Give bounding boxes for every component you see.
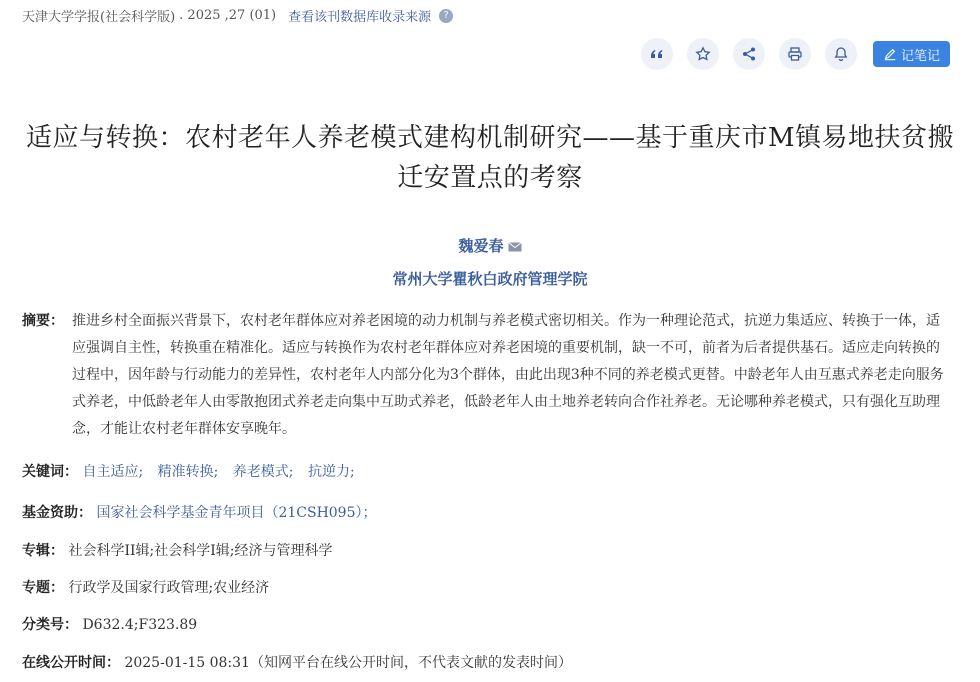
publish-time-value: 2025-01-15 08:31（知网平台在线公开时间，不代表文献的发表时间） xyxy=(124,655,572,671)
journal-issue: . 2025 ,27 (01) xyxy=(179,8,277,23)
question-circle-icon[interactable]: ? xyxy=(439,9,453,23)
keyword-link[interactable]: 养老模式; xyxy=(232,464,294,480)
topic-value: 行政学及国家行政管理;农业经济 xyxy=(68,580,270,596)
abstract-label: 摘要： xyxy=(22,313,64,329)
star-icon xyxy=(695,46,711,62)
article-title: 适应与转换：农村老年人养老模式建构机制研究——基于重庆市M镇易地扶贫搬迁安置点的考察 xyxy=(25,123,955,193)
keywords-row xyxy=(22,461,365,481)
toolbar xyxy=(641,38,950,70)
keyword-link[interactable]: 抗逆力; xyxy=(307,464,355,480)
classification-label: 分类号： xyxy=(22,617,78,633)
series-row xyxy=(22,540,332,560)
affiliation[interactable]: 常州大学瞿秋白政府管理学院 xyxy=(392,270,588,288)
share-button[interactable] xyxy=(733,38,765,70)
author-name[interactable]: 魏爱春 xyxy=(458,237,504,255)
abstract-text: 推进乡村全面振兴背景下，农村老年群体应对养老困境的动力机制与养老模式密切相关。作为一种理论范式，抗逆力集适应、转换于一体，适应强调自主性，转换重在精准化。适应与转换作为农村老年群体应对养老困境的重要机制，缺一不可，前者为后者提供基石。适应走向转换的过程中，因年龄与行动能力的差异性，农村老年人内部分化为3个群体，由此出现3种不同的养老模式更替。中龄老年人由互惠式养老走向服务式养老，中低龄老年人由零散抱团式养老走向集中互助式养老，低龄老年人由土地养老转向合作社养老。无论哪种养老模式，只有强化互助理念，才能让农村老年群体安享晚年。 xyxy=(72,313,944,437)
series-label: 专辑： xyxy=(22,543,64,559)
print-button[interactable] xyxy=(779,38,811,70)
abstract xyxy=(22,308,950,443)
publish-time-label: 在线公开时间： xyxy=(22,655,120,671)
topic-label: 专题： xyxy=(22,580,64,596)
subscribe-button[interactable] xyxy=(825,38,857,70)
keyword-link[interactable]: 自主适应; xyxy=(82,464,144,480)
mail-icon[interactable] xyxy=(508,238,522,256)
quote-button[interactable] xyxy=(641,38,673,70)
fund-link[interactable]: 国家社会科学基金青年项目（21CSH095）； xyxy=(96,505,377,521)
fund-row xyxy=(22,502,377,522)
publish-time-row xyxy=(22,652,572,672)
series-value: 社会科学II辑;社会科学I辑;经济与管理科学 xyxy=(68,543,333,559)
topic-row xyxy=(22,577,269,597)
classification-row xyxy=(22,614,197,634)
print-icon xyxy=(787,46,803,62)
share-icon xyxy=(741,46,757,62)
source-line xyxy=(22,6,453,25)
keyword-link[interactable]: 精准转换; xyxy=(157,464,219,480)
note-label: 记笔记 xyxy=(900,48,940,64)
fund-label: 基金资助： xyxy=(22,505,92,521)
pencil-icon xyxy=(883,47,897,61)
favorite-button[interactable] xyxy=(687,38,719,70)
journal-name[interactable]: 天津大学学报(社会科学版) xyxy=(22,10,176,25)
quote-icon xyxy=(649,46,665,62)
keywords-label: 关键词： xyxy=(22,464,78,480)
author-line xyxy=(0,235,980,256)
bell-icon xyxy=(833,46,849,62)
note-button[interactable] xyxy=(873,41,950,67)
source-link[interactable]: 查看该刊数据库收录来源 xyxy=(288,10,432,25)
classification-value: D632.4;F323.89 xyxy=(82,617,198,633)
